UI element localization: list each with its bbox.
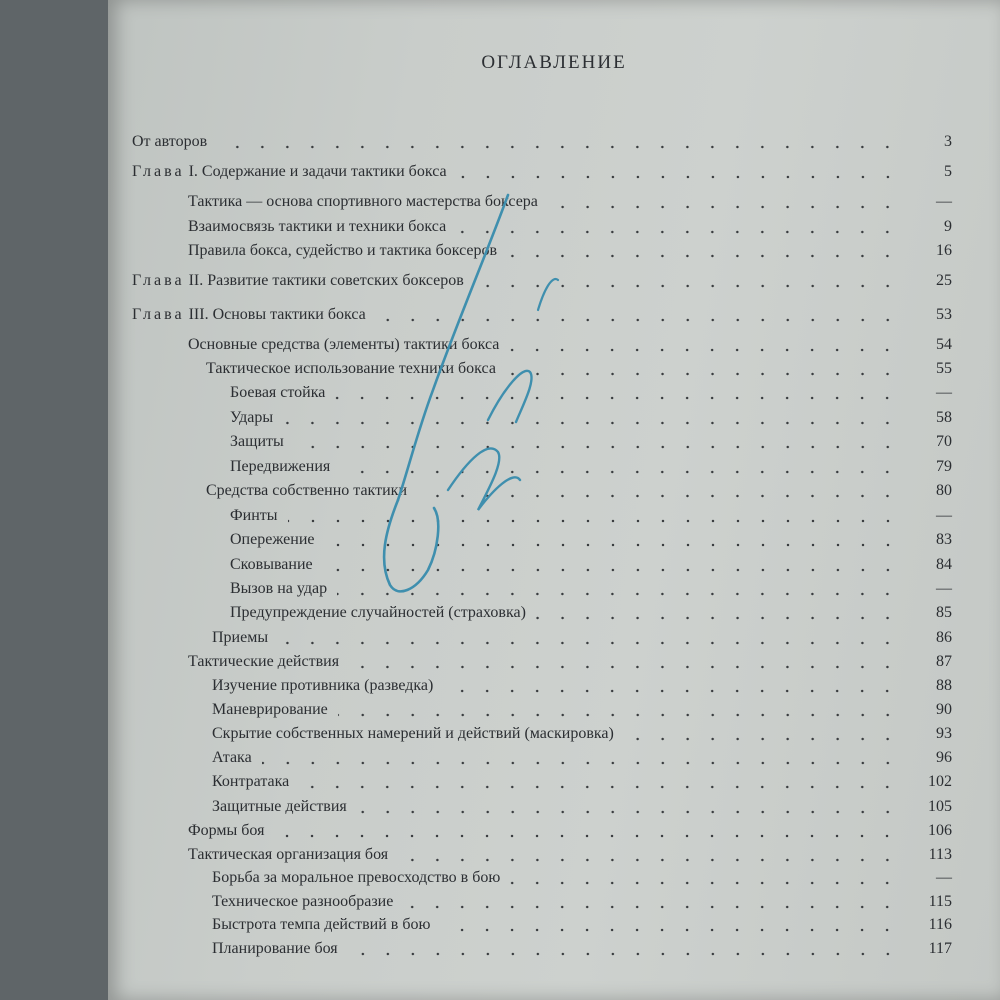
chapter-prefix: Глава bbox=[132, 163, 185, 180]
entry-text: III. Основы тактики бокса bbox=[188, 306, 366, 323]
toc-entry-title bbox=[212, 773, 289, 791]
entry-text: Защиты bbox=[230, 433, 284, 450]
entry-text: Приемы bbox=[212, 629, 269, 646]
toc-entry-title bbox=[230, 409, 273, 427]
toc-entry bbox=[108, 869, 1000, 893]
entry-text: Правила бокса, судейство и тактика боксеров bbox=[188, 242, 498, 259]
handwritten-signature bbox=[338, 190, 578, 610]
page-title: ОГЛАВЛЕНИЕ bbox=[481, 52, 627, 73]
page-number: 113 bbox=[928, 846, 952, 863]
entry-text: Контратака bbox=[212, 773, 290, 790]
toc-entry-title bbox=[212, 940, 338, 958]
toc-entry-title bbox=[188, 653, 339, 671]
page-number: 58 bbox=[936, 409, 952, 426]
entry-text: Борьба за моральное превосходство в бою bbox=[212, 869, 501, 886]
toc-entry bbox=[108, 916, 1000, 940]
book-page bbox=[108, 0, 1000, 1000]
page-number: 16 bbox=[936, 242, 952, 259]
toc-entry bbox=[108, 701, 1000, 725]
entry-text: Удары bbox=[230, 409, 274, 426]
toc-entry-title bbox=[132, 133, 207, 151]
leader-dots bbox=[536, 616, 900, 620]
page-number: 86 bbox=[936, 629, 952, 646]
toc-entry-title bbox=[212, 749, 252, 767]
entry-text: Предупреждение случайностей (страховка) bbox=[230, 604, 526, 621]
page-number: — bbox=[936, 580, 952, 597]
page-number: 96 bbox=[936, 749, 952, 766]
page-number: — bbox=[936, 384, 952, 401]
entry-text: Основные средства (элементы) тактики бокса bbox=[188, 336, 500, 353]
page-number: 5 bbox=[944, 163, 952, 180]
toc-entry bbox=[108, 653, 1000, 677]
toc-entry-title bbox=[212, 677, 433, 695]
leader-dots bbox=[217, 145, 900, 149]
page-number: 25 bbox=[936, 272, 952, 289]
entry-text: Быстрота темпа действий в бою bbox=[212, 916, 431, 933]
page-number: 80 bbox=[936, 482, 952, 499]
leader-dots bbox=[349, 665, 900, 669]
entry-text: Финты bbox=[230, 507, 278, 524]
chapter-prefix: Глава bbox=[132, 306, 185, 323]
page-number: 9 bbox=[944, 218, 952, 235]
leader-dots bbox=[398, 858, 900, 862]
toc-entry bbox=[108, 798, 1000, 822]
toc-entry-title bbox=[230, 433, 284, 451]
toc-entry bbox=[108, 725, 1000, 749]
toc-entry bbox=[108, 163, 1000, 187]
toc-entry-title bbox=[230, 384, 325, 402]
page-number: 55 bbox=[936, 360, 952, 377]
toc-entry-title bbox=[132, 163, 447, 181]
entry-text: I. Содержание и задачи тактики бокса bbox=[188, 163, 447, 180]
toc-entry-title bbox=[188, 846, 388, 864]
leader-dots bbox=[299, 785, 900, 789]
toc-entry bbox=[108, 773, 1000, 797]
entry-text: Тактика — основа спортивного мастерства боксера bbox=[188, 193, 538, 210]
entry-text: Скрытие собственных намерений и действий (маскировка) bbox=[212, 725, 614, 742]
toc-entry-title bbox=[230, 458, 330, 476]
toc-entry-title bbox=[212, 725, 614, 743]
page-number: 117 bbox=[928, 940, 952, 957]
entry-text: Маневрирование bbox=[212, 701, 328, 718]
leader-dots bbox=[357, 810, 900, 814]
toc-entry-title bbox=[212, 916, 430, 934]
entry-text: Боевая стойка bbox=[230, 384, 326, 401]
entry-text: Формы боя bbox=[188, 822, 265, 839]
page-number: — bbox=[936, 507, 952, 524]
page-number: 70 bbox=[936, 433, 952, 450]
toc-entry bbox=[108, 846, 1000, 870]
toc-entry bbox=[108, 677, 1000, 701]
chapter-prefix: Глава bbox=[132, 272, 185, 289]
page-number: — bbox=[936, 193, 952, 210]
leader-dots bbox=[510, 881, 900, 885]
toc-entry-title bbox=[230, 580, 327, 598]
toc-entry bbox=[108, 749, 1000, 773]
page-number: 90 bbox=[936, 701, 952, 718]
page-number: 54 bbox=[936, 336, 952, 353]
entry-text: Атака bbox=[212, 749, 252, 766]
entry-text: Сковывание bbox=[230, 556, 313, 573]
toc-entry-title bbox=[212, 893, 393, 911]
toc-entry-title bbox=[230, 531, 315, 549]
toc-entry bbox=[108, 629, 1000, 653]
toc-entry-title bbox=[212, 629, 268, 647]
entry-text: Тактическое использование техники бокса bbox=[206, 360, 496, 377]
leader-dots bbox=[403, 905, 900, 909]
toc-entry-title bbox=[132, 306, 366, 324]
leader-dots bbox=[548, 205, 900, 209]
leader-dots bbox=[440, 928, 900, 932]
leader-dots bbox=[624, 737, 900, 741]
leader-dots bbox=[262, 761, 900, 765]
page-number: 106 bbox=[928, 822, 952, 839]
entry-text: Опережение bbox=[230, 531, 315, 548]
leader-dots bbox=[338, 713, 900, 717]
entry-text: Тактические действия bbox=[188, 653, 340, 670]
entry-text: Техническое разнообразие bbox=[212, 893, 394, 910]
page-number: — bbox=[936, 869, 952, 886]
leader-dots bbox=[278, 641, 900, 645]
entry-text: Изучение противника (разведка) bbox=[212, 677, 434, 694]
leader-dots bbox=[457, 175, 900, 179]
page-number: 116 bbox=[928, 916, 952, 933]
entry-text: Планирование боя bbox=[212, 940, 338, 957]
toc-entry-title bbox=[212, 869, 500, 887]
page-number: 102 bbox=[928, 773, 952, 790]
entry-text: От авторов bbox=[132, 133, 208, 150]
entry-text: Тактическая организация боя bbox=[188, 846, 389, 863]
toc-entry-title bbox=[212, 701, 328, 719]
toc-entry-title bbox=[230, 556, 313, 574]
page-number: 79 bbox=[936, 458, 952, 475]
page-number: 87 bbox=[936, 653, 952, 670]
page-number: 3 bbox=[944, 133, 952, 150]
page-number: 84 bbox=[936, 556, 952, 573]
page-number: 93 bbox=[936, 725, 952, 742]
page-number: 105 bbox=[928, 798, 952, 815]
page-number: 115 bbox=[928, 893, 952, 910]
toc-entry bbox=[108, 133, 1000, 157]
leader-dots bbox=[348, 952, 900, 956]
leader-dots bbox=[274, 834, 900, 838]
page-number: 53 bbox=[936, 306, 952, 323]
page-number: 85 bbox=[936, 604, 952, 621]
entry-text: Защитные действия bbox=[212, 798, 347, 815]
entry-text: Передвижения bbox=[230, 458, 331, 475]
entry-text: Вызов на удар bbox=[230, 580, 328, 597]
entry-text: Средства собственно тактики bbox=[206, 482, 408, 499]
toc-entry bbox=[108, 893, 1000, 917]
entry-text: Взаимосвязь тактики и техники бокса bbox=[188, 218, 447, 235]
entry-text: II. Развитие тактики советских боксеров bbox=[188, 272, 464, 289]
toc-entry bbox=[108, 822, 1000, 846]
page-number: 88 bbox=[936, 677, 952, 694]
toc-entry bbox=[108, 940, 1000, 964]
leader-dots bbox=[443, 689, 900, 693]
page-number: 83 bbox=[936, 531, 952, 548]
toc-entry-title bbox=[188, 822, 264, 840]
toc-entry-title bbox=[212, 798, 347, 816]
toc-entry-title bbox=[230, 507, 278, 525]
